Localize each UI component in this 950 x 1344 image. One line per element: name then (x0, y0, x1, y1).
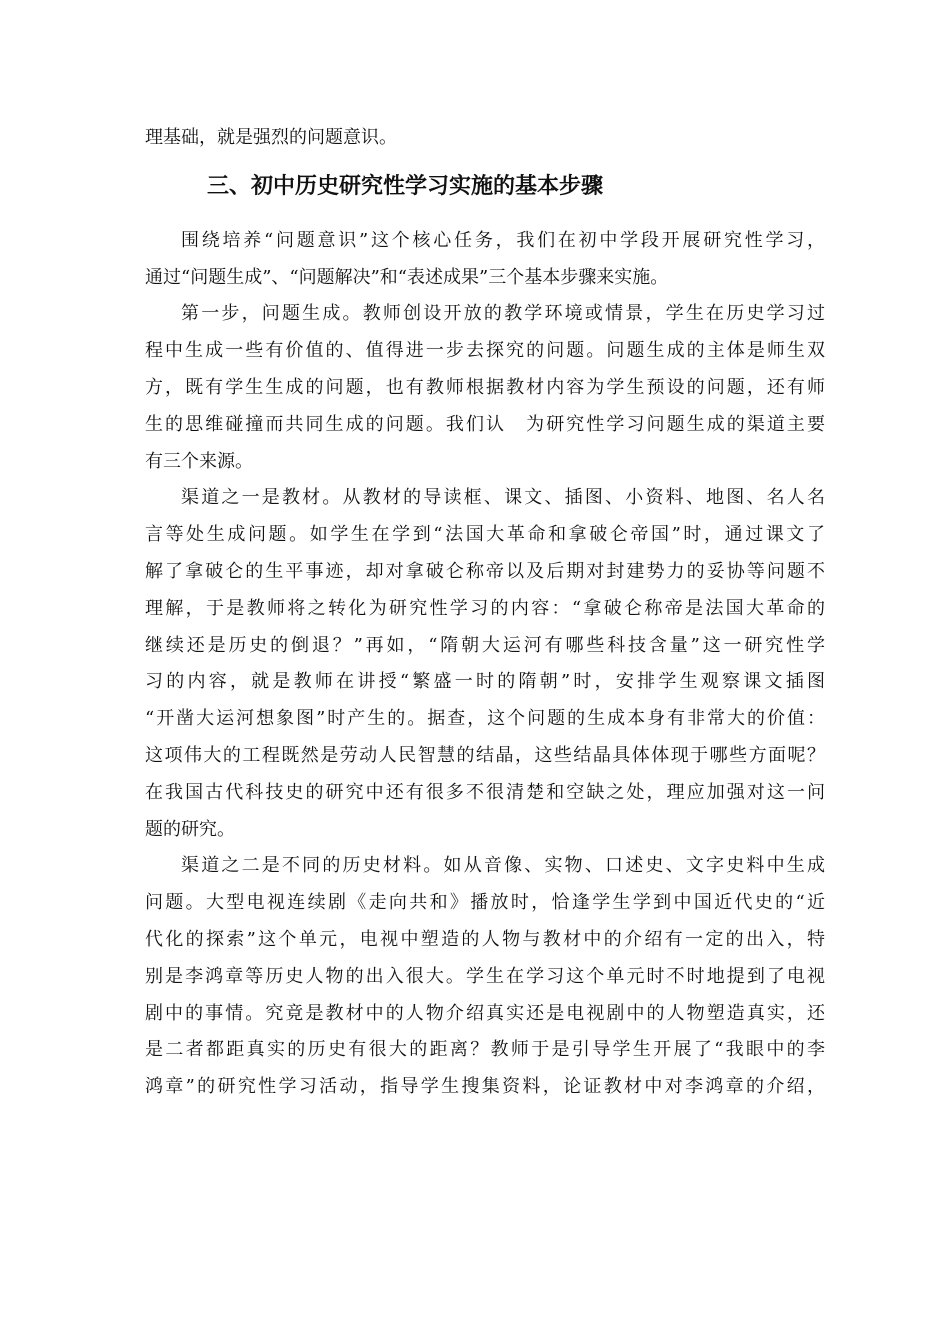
text-line: “开凿大运河想象图”时产生的。据查，这个问题的生成本身有非常大的价值： (145, 708, 825, 730)
paragraph (145, 296, 825, 480)
text-line: 程中生成一些有价值的、值得进一步去探究的问题。问题生成的主体是师生双 (145, 340, 825, 362)
text-line: 渠道之一是教材。从教材的导读框、课文、插图、小资料、地图、名人名 (181, 487, 825, 509)
text-line: 代化的探索”这个单元，电视中塑造的人物与教材中的介绍有一定的出入，特 (145, 928, 825, 950)
text-line: 通过“问题生成”、“问题解决”和“表述成果”三个基本步骤来实施。 (145, 266, 669, 288)
text-line: 题的研究。 (145, 818, 235, 840)
document-body (145, 120, 825, 1106)
text-line: 在我国古代科技史的研究中还有很多不很清楚和空缺之处，理应加强对这一问 (145, 781, 825, 803)
text-line: 理解，于是教师将之转化为研究性学习的内容：“拿破仑称帝是法国大革命的 (145, 597, 825, 619)
text-line: 第一步，问题生成。教师创设开放的教学环境或情景，学生在历史学习过 (181, 303, 825, 325)
text-line: 围绕培养“问题意识”这个核心任务，我们在初中学段开展研究性学习， (181, 229, 825, 251)
text-line: 别是李鸿章等历史人物的出入很大。学生在学习这个单元时不时地提到了电视 (145, 965, 825, 987)
paragraph (145, 480, 825, 848)
text-line: 理基础，就是强烈的问题意识。 (145, 127, 397, 148)
text-line: 继续还是历史的倒退？”再如，“隋朝大运河有哪些科技含量”这一研究性学 (145, 634, 825, 656)
section-heading: 三、初中历史研究性学习实施的基本步骤 (207, 173, 604, 199)
text-line: 这项伟大的工程既然是劳动人民智慧的结晶，这些结晶具体体现于哪些方面呢？ (145, 744, 825, 766)
text-line: 解了拿破仑的生平事迹，却对拿破仑称帝以及后期对封建势力的妥协等问题不 (145, 560, 825, 582)
text-line: 有三个来源。 (145, 450, 253, 472)
text-line: 言等处生成问题。如学生在学到“法国大革命和拿破仑帝国”时，通过课文了 (145, 524, 825, 546)
text-line: 生的思维碰撞而共同生成的问题。我们认 为研究性学习问题生成的渠道主要 (145, 413, 825, 435)
paragraph (145, 848, 825, 1106)
text-line: 问题。大型电视连续剧《走向共和》播放时，恰逢学生学到中国近代史的“近 (145, 892, 825, 914)
text-line: 鸿章”的研究性学习活动，指导学生搜集资料，论证教材中对李鸿章的介绍， (145, 1076, 825, 1098)
paragraph (145, 223, 825, 297)
text-line: 方，既有学生生成的问题，也有教师根据教材内容为学生预设的问题，还有师 (145, 376, 825, 398)
text-line: 渠道之二是不同的历史材料。如从音像、实物、口述史、文字史料中生成 (181, 855, 825, 877)
text-line: 习的内容，就是教师在讲授“繁盛一时的隋朝”时，安排学生观察课文插图 (145, 671, 825, 693)
text-line: 剧中的事情。究竟是教材中的人物介绍真实还是电视剧中的人物塑造真实，还 (145, 1002, 825, 1024)
text-line: 是二者都距真实的历史有很大的距离？教师于是引导学生开展了“我眼中的李 (145, 1039, 825, 1061)
